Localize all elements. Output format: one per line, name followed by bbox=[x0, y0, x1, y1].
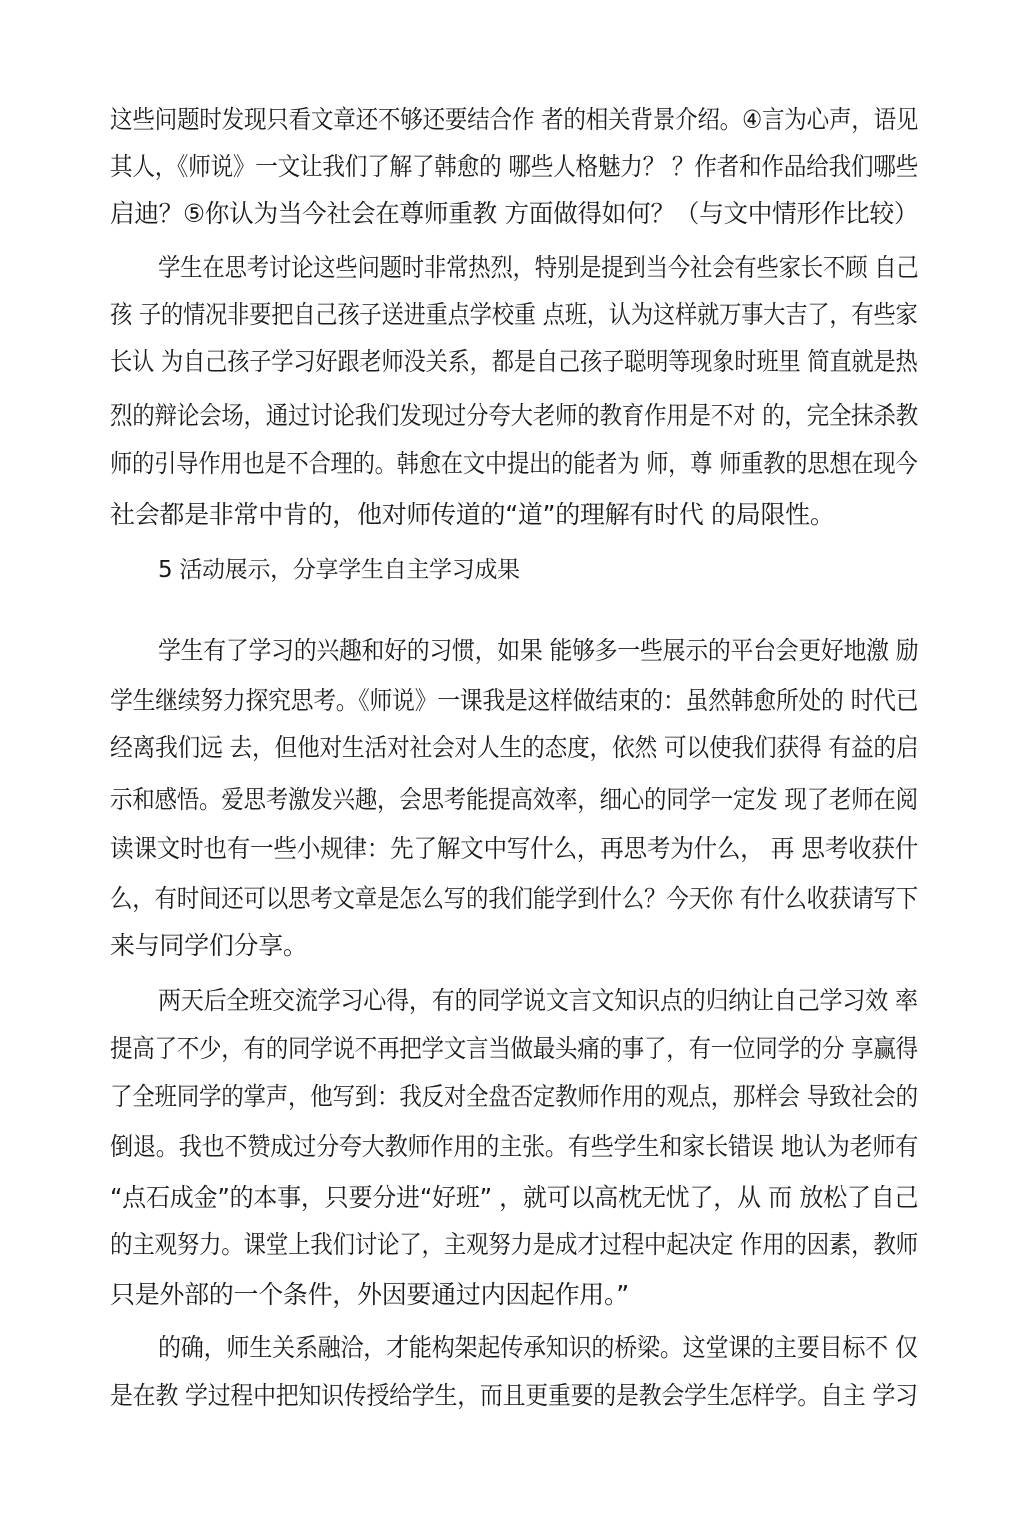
text-line: 读课文时也有一些小规律：先了解文中写什么，再思考为什么， 再 思考收获什 bbox=[110, 834, 919, 863]
text-line: 其人，《师说》一文让我们了解了韩愈的 哪些人格魅力？ ？作者和作品给我们哪些 bbox=[110, 152, 918, 181]
text-line: 么，有时间还可以思考文章是怎么写的我们能学到什么？今天你 有什么收获请写下 bbox=[110, 884, 918, 913]
text-line: “点石成金”的本事，只要分进“好班” ，就可以高枕无忧了，从 而 放松了自己 bbox=[110, 1183, 919, 1212]
text-line: 烈的辩论会场，通过讨论我们发现过分夸大老师的教育作用是不对 的，完全抹杀教 bbox=[110, 401, 918, 430]
text-line: 提高了不少，有的同学说不再把学文言当做最头痛的事了，有一位同学的分 享赢得 bbox=[110, 1034, 918, 1063]
paragraph-start-line: 的确，师生关系融洽，才能构架起传承知识的桥梁。这堂课的主要目标不 仅 bbox=[158, 1333, 918, 1362]
text-line: 只是外部的一个条件，外因要通过内因起作用。” bbox=[110, 1280, 629, 1309]
text-line: 倒退。我也不赞成过分夸大教师作用的主张。有些学生和家长错误 地认为老师有 bbox=[110, 1132, 919, 1161]
paragraph-start-line: 两天后全班交流学习心得，有的同学说文言文知识点的归纳让自己学习效 率 bbox=[158, 986, 918, 1015]
text-line: 示和感悟。爱思考激发兴趣，会思考能提高效率，细心的同学一定发 现了老师在阅 bbox=[110, 785, 918, 814]
text-line: 的主观努力。课堂上我们讨论了，主观努力是成才过程中起决定 作用的因素，教师 bbox=[110, 1230, 918, 1259]
text-line: 这些问题时发现只看文章还不够还要结合作 者的相关背景介绍。④言为心声，语见 bbox=[110, 105, 919, 134]
text-line: 长认 为自己孩子学习好跟老师没关系，都是自己孩子聪明等现象时班里 简直就是热 bbox=[110, 347, 918, 376]
text-line: 师的引导作用也是不合理的。韩愈在文中提出的能者为 师，尊 师重教的思想在现今 bbox=[110, 449, 918, 478]
text-line: 社会都是非常中肯的，他对师传道的“道”的理解有时代 的局限性。 bbox=[110, 500, 835, 529]
section-heading: 5 活动展示，分享学生自主学习成果 bbox=[158, 557, 520, 583]
paragraph-start-line: 学生在思考讨论这些问题时非常热烈，特别是提到当今社会有些家长不顾 自己 bbox=[158, 253, 919, 282]
paragraph-start-line: 学生有了学习的兴趣和好的习惯，如果 能够多一些展示的平台会更好地激 励 bbox=[158, 636, 919, 665]
text-line: 是在教 学过程中把知识传授给学生，而且更重要的是教会学生怎样学。自主 学习 bbox=[110, 1381, 918, 1410]
text-line: 了全班同学的掌声，他写到：我反对全盘否定教师作用的观点，那样会 导致社会的 bbox=[110, 1082, 918, 1111]
text-line: 孩 子的情况非要把自己孩子送进重点学校重 点班，认为这样就万事大吉了，有些家 bbox=[110, 300, 918, 329]
text-line: 经离我们远 去，但他对生活对社会对人生的态度，依然 可以使我们获得 有益的启 bbox=[110, 733, 919, 762]
text-line: 学生继续努力探究思考。《师说》一课我是这样做结束的：虽然韩愈所处的 时代已 bbox=[110, 686, 919, 715]
text-line: 启迪？⑤你认为当今社会在尊师重教 方面做得如何？（与文中情形作比较） bbox=[110, 199, 919, 228]
text-line: 来与同学们分享。 bbox=[110, 931, 308, 960]
